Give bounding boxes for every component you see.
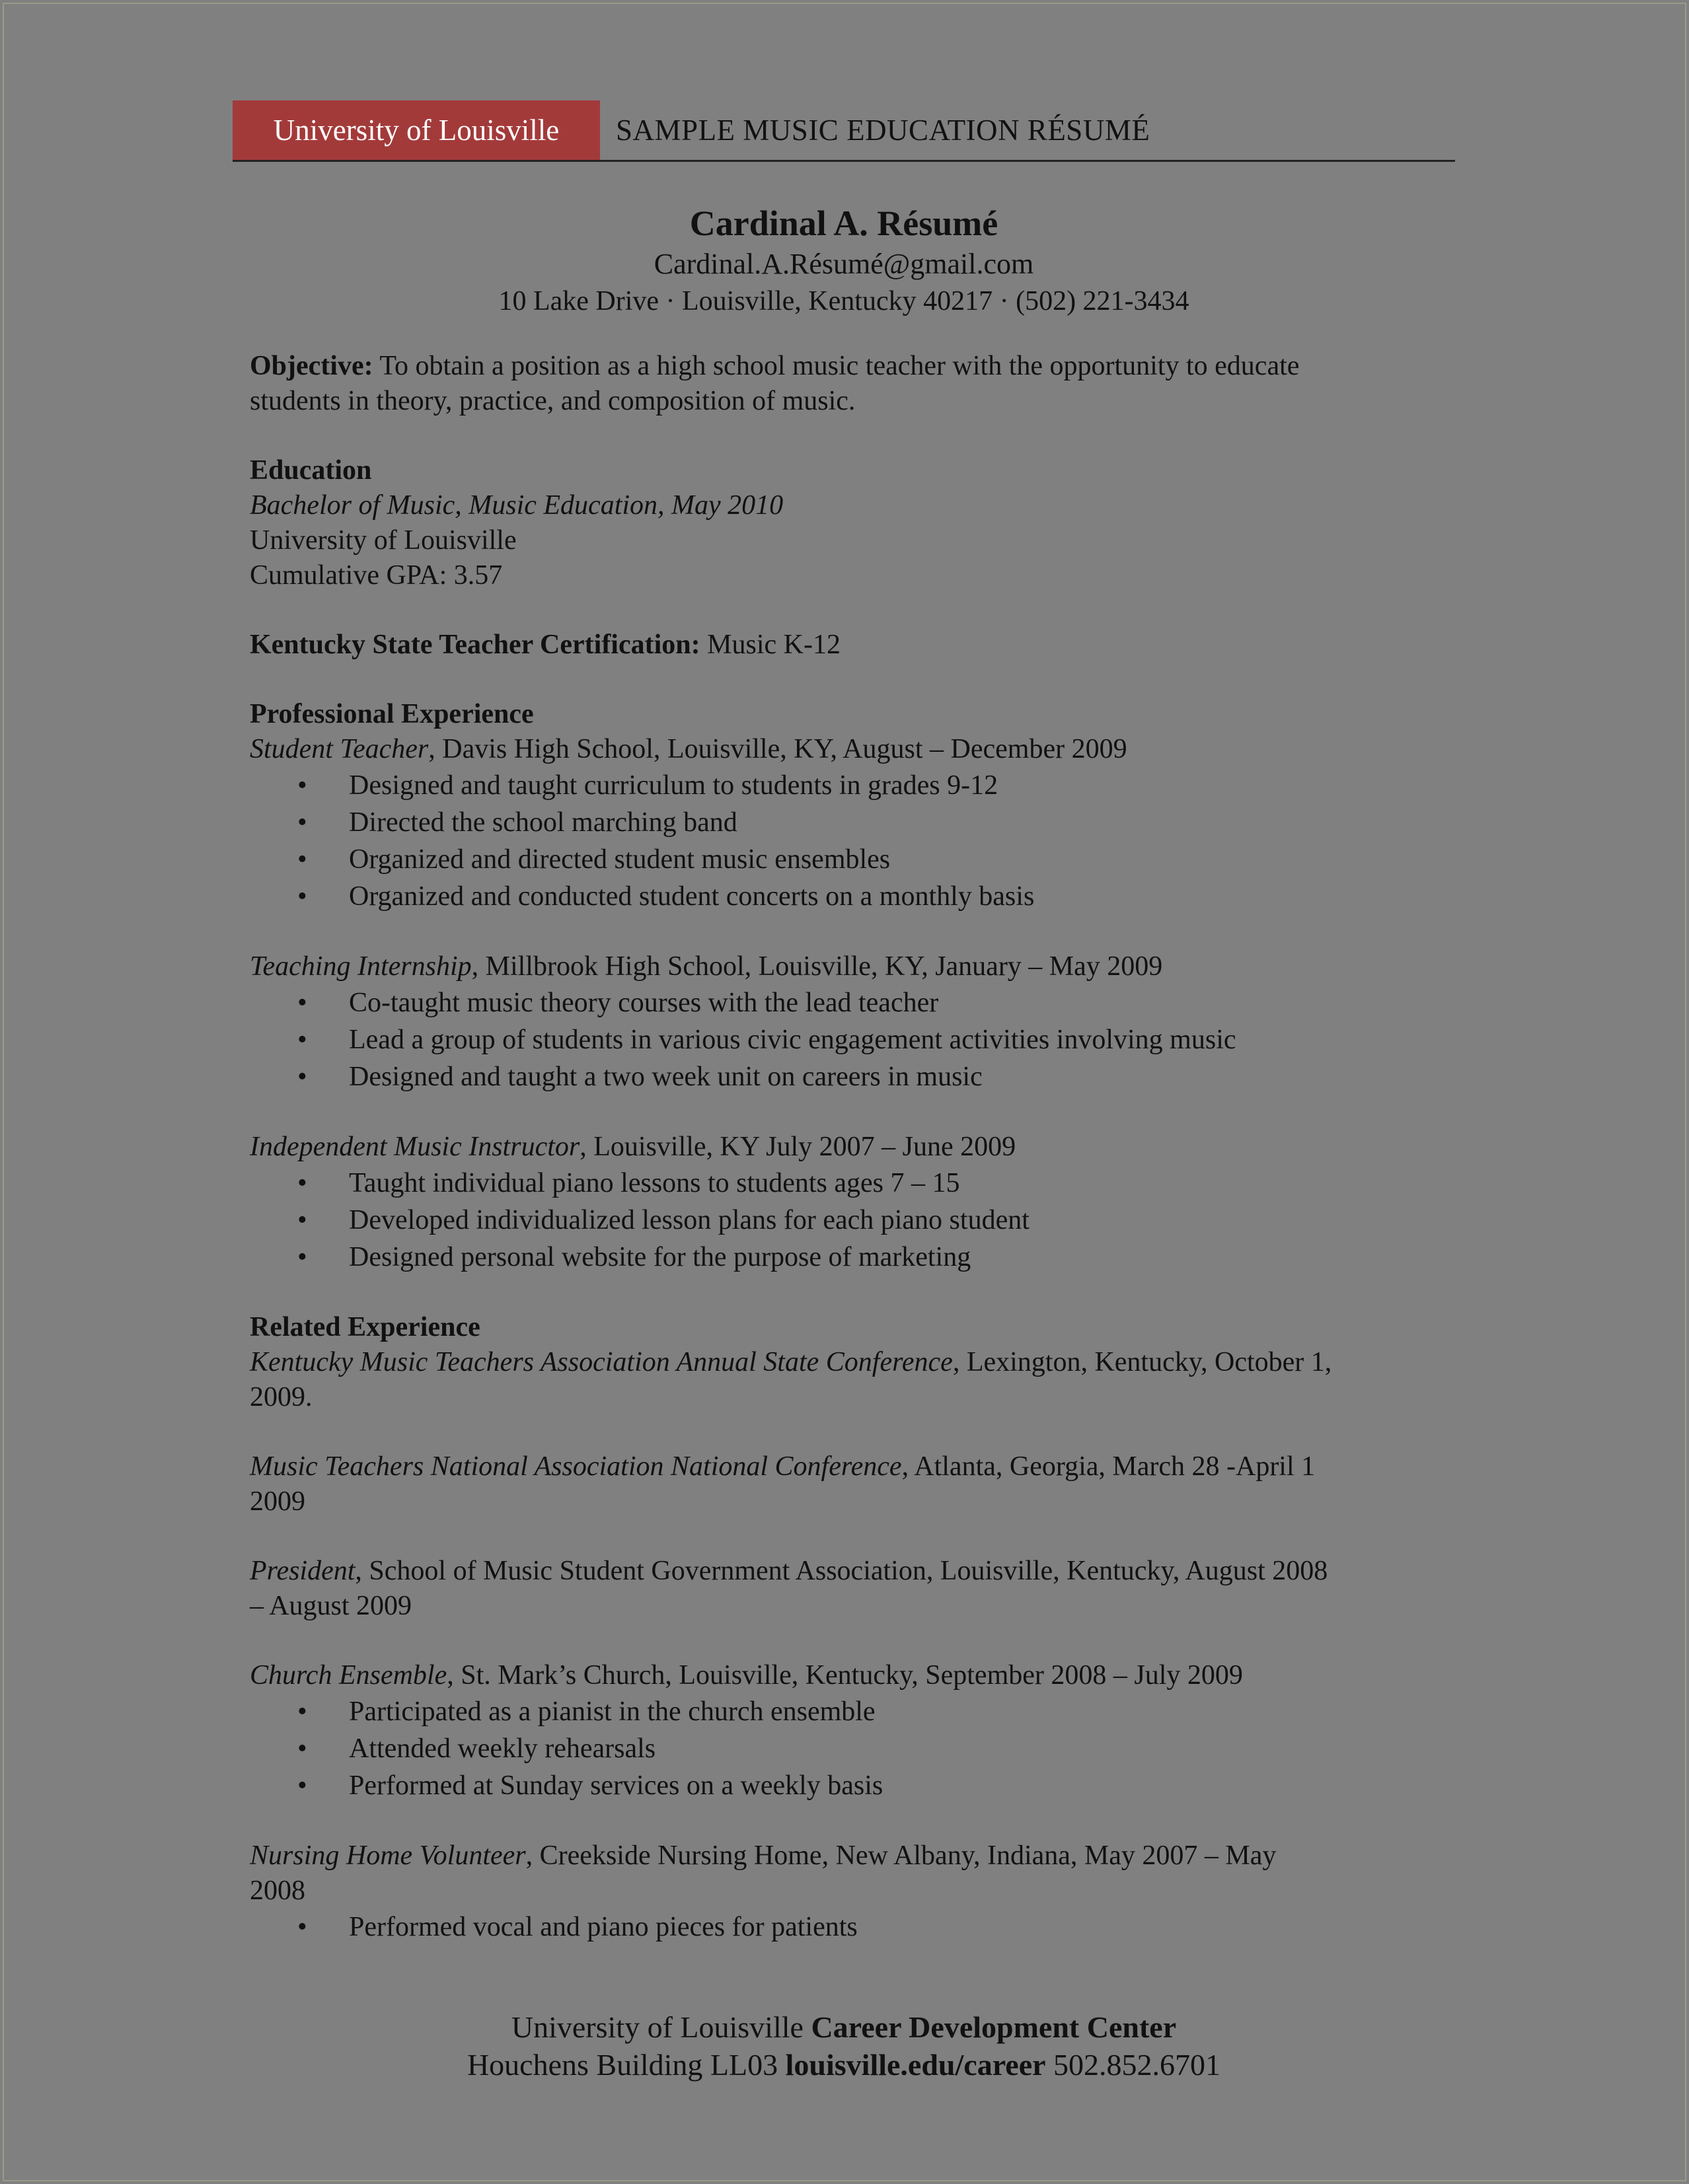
candidate-name: Cardinal A. Résumé — [689, 203, 998, 243]
education-section — [250, 453, 1452, 593]
footer-building: Houchens Building LL03 — [467, 2048, 786, 2082]
list-item: • Lead a group of students in various civic engagement activities involving music — [250, 1021, 1452, 1058]
related-details-continued: 2008 — [250, 1875, 305, 1906]
education-heading: Education — [250, 455, 372, 486]
job-role: Independent Music Instructor — [250, 1132, 580, 1162]
objective-section — [250, 349, 1452, 419]
related-experience-section — [250, 1310, 1452, 1946]
objective-label: Objective: — [250, 351, 373, 381]
list-item: • Taught individual piano lessons to students ages 7 – 15 — [250, 1165, 1452, 1202]
footer-line-1 — [233, 2008, 1455, 2047]
document-title: SAMPLE MUSIC EDUCATION RÉSUMÉ — [616, 114, 1150, 147]
related-entry — [250, 1449, 1452, 1519]
education-degree: Bachelor of Music, Music Education, May 2010 — [250, 490, 784, 521]
objective-text-line1: To obtain a position as a high school music teacher with the opportunity to educate — [373, 351, 1300, 381]
related-bullets — [250, 1909, 1452, 1946]
related-details-continued: 2009 — [250, 1486, 305, 1517]
related-details: , Lexington, Kentucky, October 1, — [952, 1347, 1332, 1377]
related-details: , Creekside Nursing Home, New Albany, Indiana, May 2007 – May — [525, 1840, 1277, 1871]
certification-value: Music K-12 — [700, 630, 841, 660]
list-item: • Organized and directed student music ensembles — [250, 841, 1452, 878]
candidate-address: 10 Lake Drive · Louisville, Kentucky 40217 · (502) 221-3434 — [498, 286, 1189, 316]
footer-career-center: Career Development Center — [811, 2010, 1177, 2044]
related-details: , St. Mark’s Church, Louisville, Kentucky, September 2008 – July 2009 — [447, 1660, 1243, 1691]
related-details-continued: 2009. — [250, 1382, 313, 1412]
job-role: Teaching Internship — [250, 951, 472, 982]
professional-experience-section — [250, 697, 1452, 1276]
certification-section — [250, 628, 1452, 663]
document-header — [233, 100, 1455, 162]
job-entry — [250, 949, 1452, 1095]
related-entry — [250, 1345, 1452, 1415]
list-item: • Co-taught music theory courses with the lead teacher — [250, 984, 1452, 1021]
job-entry — [250, 1130, 1452, 1276]
list-item: • Participated as a pianist in the church ensemble — [250, 1693, 1452, 1730]
footer-line-2 — [233, 2046, 1455, 2084]
job-entry — [250, 732, 1452, 915]
list-item: • Attended weekly rehearsals — [250, 1730, 1452, 1767]
resume-body — [250, 349, 1452, 1946]
footer-website-link[interactable]: louisville.edu/career — [785, 2048, 1046, 2082]
related-details: , Atlanta, Georgia, March 28 -April 1 — [901, 1451, 1316, 1482]
job-bullets — [250, 767, 1452, 915]
job-bullets — [250, 984, 1452, 1095]
university-brand-box: University of Louisville — [233, 100, 600, 160]
job-details: , Louisville, KY July 2007 – June 2009 — [580, 1132, 1016, 1162]
related-role: Music Teachers National Association National Conference — [250, 1451, 902, 1482]
related-details-continued: – August 2009 — [250, 1591, 412, 1621]
related-heading: Related Experience — [250, 1312, 480, 1342]
related-bullets — [250, 1693, 1452, 1804]
job-bullets — [250, 1165, 1452, 1276]
related-details: , School of Music Student Government Association, Louisville, Kentucky, August 2008 — [355, 1556, 1328, 1586]
list-item: • Developed individualized lesson plans for each piano student — [250, 1202, 1452, 1239]
list-item: • Performed at Sunday services on a weekly basis — [250, 1767, 1452, 1804]
certification-label: Kentucky State Teacher Certification: — [250, 630, 700, 660]
list-item: • Directed the school marching band — [250, 804, 1452, 841]
professional-heading: Professional Experience — [250, 699, 534, 729]
education-school: University of Louisville — [250, 525, 517, 556]
related-role: Church Ensemble — [250, 1660, 447, 1691]
related-role: Nursing Home Volunteer — [250, 1840, 526, 1871]
related-entry — [250, 1554, 1452, 1624]
list-item: • Designed and taught a two week unit on careers in music — [250, 1058, 1452, 1095]
job-details: , Davis High School, Louisville, KY, August – December 2009 — [428, 734, 1127, 764]
footer-university: University of Louisville — [511, 2010, 811, 2044]
job-details: , Millbrook High School, Louisville, KY, January – May 2009 — [471, 951, 1163, 982]
list-item: • Performed vocal and piano pieces for patients — [250, 1909, 1452, 1946]
candidate-email: Cardinal.A.Résumé@gmail.com — [654, 248, 1034, 280]
footer-phone: 502.852.6701 — [1045, 2048, 1221, 2082]
list-item: • Organized and conducted student concerts on a monthly basis — [250, 878, 1452, 915]
related-entry — [250, 1838, 1452, 1946]
job-role: Student Teacher — [250, 734, 429, 764]
related-role: Kentucky Music Teachers Association Annual State Conference — [250, 1347, 953, 1377]
related-role: President — [250, 1556, 356, 1586]
list-item: • Designed and taught curriculum to students in grades 9-12 — [250, 767, 1452, 804]
objective-text-line2: students in theory, practice, and composition of music. — [250, 386, 856, 416]
education-gpa: Cumulative GPA: 3.57 — [250, 560, 503, 591]
list-item: • Designed personal website for the purpose of marketing — [250, 1239, 1452, 1276]
related-entry — [250, 1658, 1452, 1804]
